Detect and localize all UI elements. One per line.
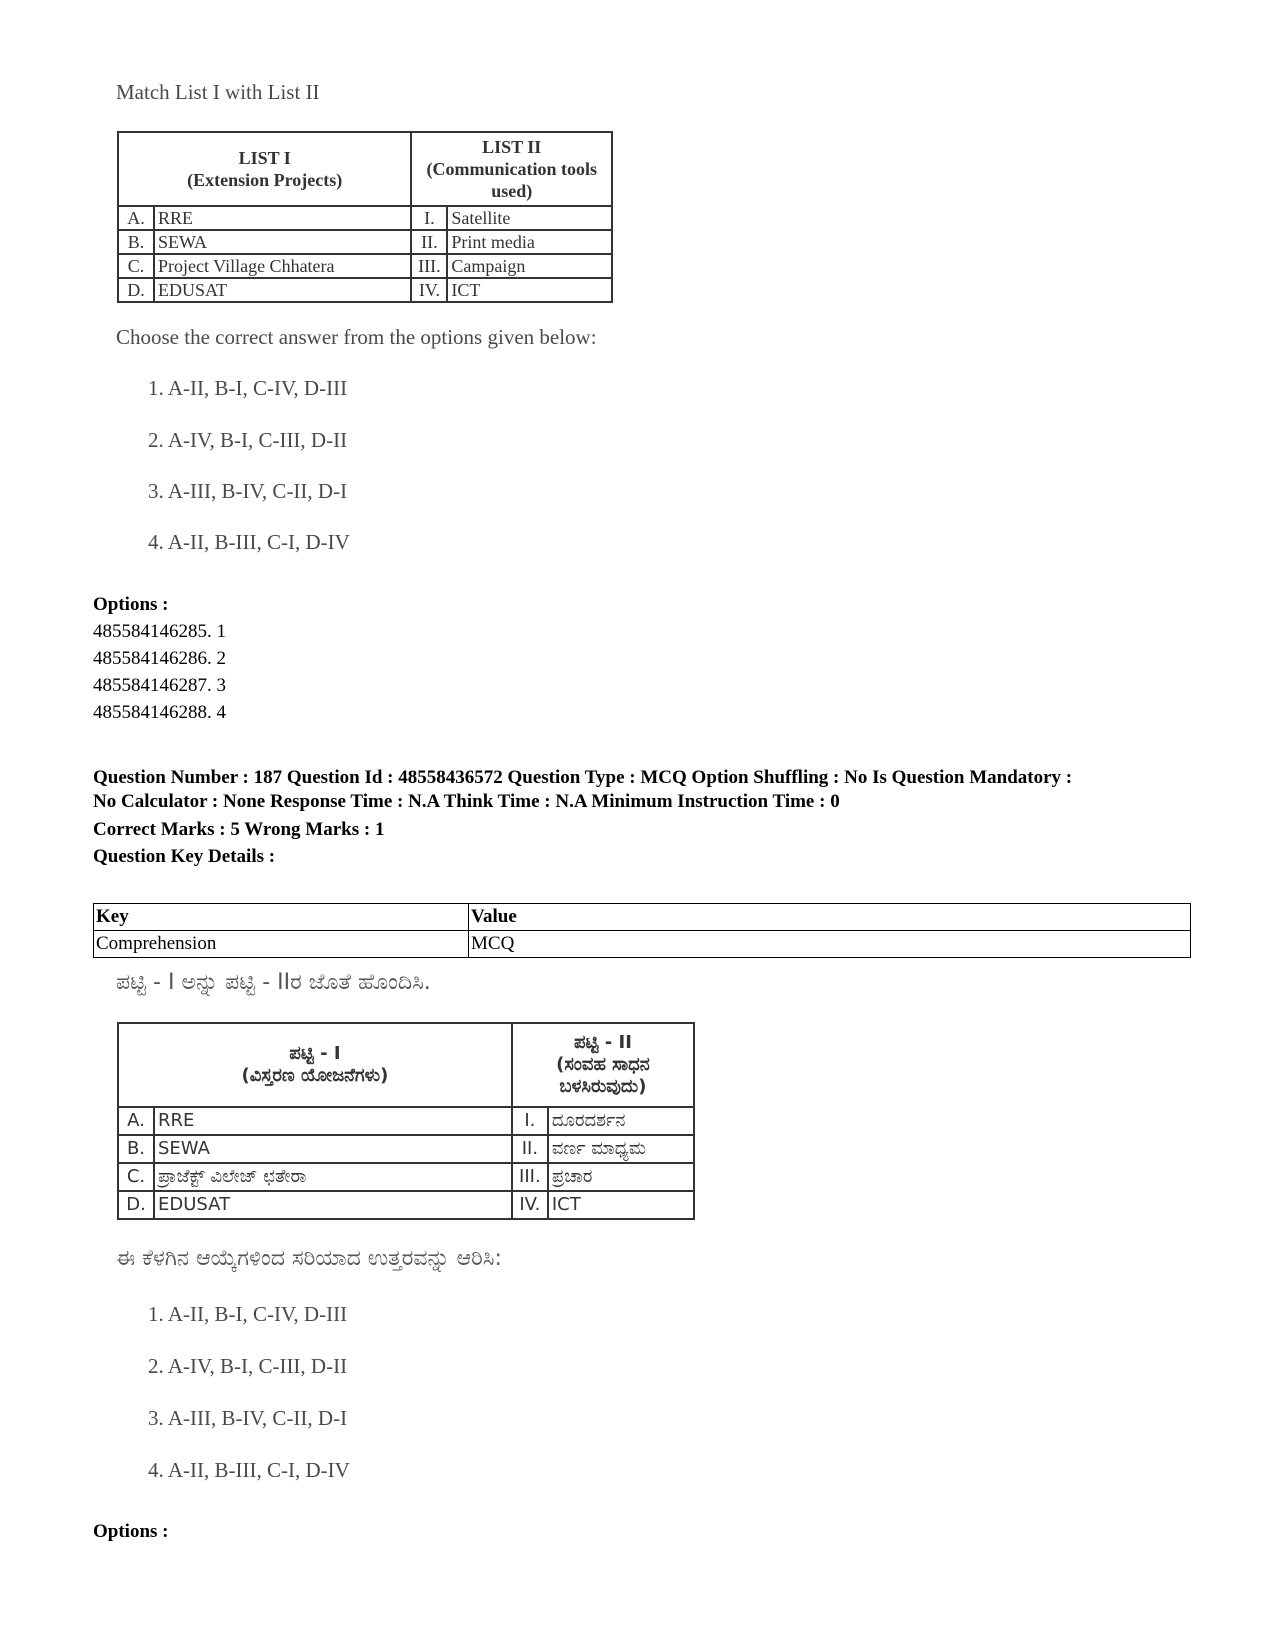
list2-index: III. (411, 254, 447, 278)
list1-index: C. (118, 254, 154, 278)
kv-key: Comprehension (94, 931, 469, 958)
list1-value: ಪ್ರಾಜೆಕ್ಟ್ ವಿಲೇಜ್ ಛತೇರಾ (154, 1163, 512, 1191)
question-a-choice-3: 3. A-III, B-IV, C-II, D-I (148, 479, 348, 503)
question-a-choice-1: 1. A-II, B-I, C-IV, D-III (148, 376, 348, 400)
option-item: 485584146286. 2 (93, 648, 226, 669)
list2-index: IV. (411, 278, 447, 302)
list1-value: EDUSAT (154, 278, 411, 302)
list2-value: Campaign (447, 254, 612, 278)
key-value-table (93, 903, 1191, 958)
list1-value: EDUSAT (154, 1191, 512, 1219)
list1-index: A. (118, 206, 154, 230)
table-row (94, 931, 1191, 958)
list2-index: II. (411, 230, 447, 254)
list1-header-subtitle: (ವಿಸ್ತರಣ ಯೋಜನೆಗಳು) (241, 1065, 389, 1086)
list2-value: ದೂರದರ್ಶನ (548, 1107, 694, 1135)
list2-header-subtitle-2: ಬಳಸಿರುವುದು) (559, 1076, 647, 1097)
question-a-choice-4: 4. A-II, B-III, C-I, D-IV (148, 530, 350, 554)
list2-value: Print media (447, 230, 612, 254)
kv-header-key: Key (94, 904, 469, 931)
table-row (118, 206, 612, 230)
list1-value: Project Village Chhatera (154, 254, 411, 278)
list2-header-subtitle-2: used) (491, 181, 533, 201)
question-a-instruction: Match List I with List II (116, 80, 320, 104)
question-b-choose-text: ಈ ಕೆಳಗಿನ ಆಯ್ಕೆಗಳಿಂದ ಸರಿಯಾದ ಉತ್ತರವನ್ನು ಆರಿಸಿ: (116, 1246, 502, 1271)
list2-header (512, 1023, 694, 1107)
list1-index: D. (118, 1191, 154, 1219)
list1-header-title: ಪಟ್ಟಿ - I (289, 1043, 341, 1064)
table-row (118, 1191, 694, 1219)
option-item: 485584146285. 1 (93, 621, 226, 642)
question-a-choice-2: 2. A-IV, B-I, C-III, D-II (148, 428, 348, 452)
list2-index: III. (512, 1163, 548, 1191)
question-b-instruction: ಪಟ್ಟಿ - I ಅನ್ನು ಪಟ್ಟಿ - IIರ ಜೊತೆ ಹೊಂದಿಸಿ. (116, 970, 431, 995)
list2-header-subtitle: (Communication tools (426, 159, 597, 179)
list1-header-subtitle: (Extension Projects) (187, 170, 343, 190)
list2-header-subtitle: (ಸಂವಹ ಸಾಧನ (556, 1054, 650, 1075)
kv-value: MCQ (469, 931, 1191, 958)
list1-index: B. (118, 230, 154, 254)
list2-value: ಪ್ರಚಾರ (548, 1163, 694, 1191)
list2-index: I. (512, 1107, 548, 1135)
table-row (118, 1107, 694, 1135)
list2-index: II. (512, 1135, 548, 1163)
list2-header-title: LIST II (482, 137, 542, 157)
list2-index: I. (411, 206, 447, 230)
option-item: 485584146287. 3 (93, 675, 226, 696)
question-meta-line-1: Question Number : 187 Question Id : 48558436572 Question Type : MCQ Option Shuffling : No Is Question Mandatory : (93, 767, 1073, 788)
question-a-choose-text: Choose the correct answer from the options given below: (116, 325, 597, 349)
list2-value: ICT (447, 278, 612, 302)
list1-index: B. (118, 1135, 154, 1163)
question-marks: Correct Marks : 5 Wrong Marks : 1 (93, 819, 385, 840)
table-row (118, 254, 612, 278)
question-b-choice-4: 4. A-II, B-III, C-I, D-IV (148, 1458, 350, 1482)
list1-value: RRE (154, 1107, 512, 1135)
option-item: 485584146288. 4 (93, 702, 226, 723)
list1-index: C. (118, 1163, 154, 1191)
kv-header-value: Value (469, 904, 1191, 931)
list1-index: A. (118, 1107, 154, 1135)
list2-value: Satellite (447, 206, 612, 230)
list2-index: IV. (512, 1191, 548, 1219)
question-b-match-table (117, 1022, 695, 1220)
list2-header (411, 132, 612, 206)
list1-header (118, 132, 411, 206)
question-meta-line-2: No Calculator : None Response Time : N.A Think Time : N.A Minimum Instruction Time : 0 (93, 791, 840, 812)
list1-value: SEWA (154, 1135, 512, 1163)
table-row (118, 1135, 694, 1163)
list1-header (118, 1023, 512, 1107)
options-label: Options : (93, 594, 169, 615)
table-row (118, 1163, 694, 1191)
list1-value: SEWA (154, 230, 411, 254)
list1-header-title: LIST I (238, 148, 291, 168)
list1-index: D. (118, 278, 154, 302)
options-label-2: Options : (93, 1521, 169, 1542)
question-key-details-label: Question Key Details : (93, 846, 276, 867)
question-b-choice-3: 3. A-III, B-IV, C-II, D-I (148, 1406, 348, 1430)
list2-value: ವರ್ಣ ಮಾಧ್ಯಮ (548, 1135, 694, 1163)
question-b-choice-2: 2. A-IV, B-I, C-III, D-II (148, 1354, 348, 1378)
table-row (118, 278, 612, 302)
question-a-match-table (117, 131, 613, 303)
table-row (118, 230, 612, 254)
list1-value: RRE (154, 206, 411, 230)
list2-value: ICT (548, 1191, 694, 1219)
question-b-choice-1: 1. A-II, B-I, C-IV, D-III (148, 1302, 348, 1326)
list2-header-title: ಪಟ್ಟಿ - II (573, 1032, 632, 1053)
